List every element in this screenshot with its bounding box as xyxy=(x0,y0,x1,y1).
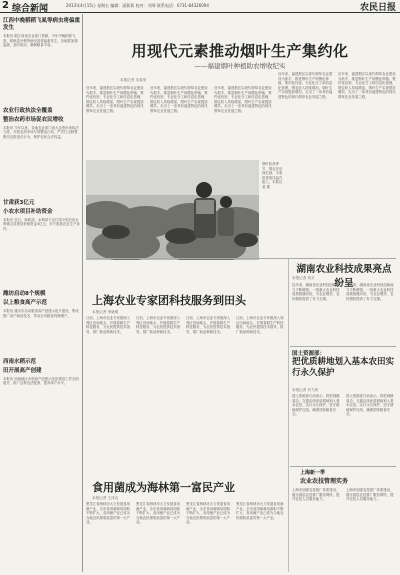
story5-text-col-1: 国土资源部日前表示，将把城镇周边、交通沿线优质耕地划入基本农田，实行永久保护，坚守耕地保护红线，确保国家粮食安全。 xyxy=(292,394,340,417)
left-article-subhead: 以上粮食高产示范 xyxy=(3,300,48,307)
story5-headline: 把优质耕地划入基本农田实行永久保护 xyxy=(292,357,395,378)
left-article-5 xyxy=(3,359,80,386)
left-article-subhead: 小农水项目补助资金 xyxy=(3,208,53,215)
left-article-text: 本报讯 据江西省农业部门预测，今年中晚稻稻飞虱、稻纵卷叶螟等病虫害将偏重发生，各地要加强监测，及时防治，确保粮食丰收。 xyxy=(3,34,78,48)
left-article-text: 本报讯 今年以来，各地农业部门加大农资市场执法力度，开展农药市场专项整治行动，严厉打击制售假劣农资违法行为，保护农民合法权益。 xyxy=(3,125,79,139)
left-article-3 xyxy=(3,200,80,232)
left-article-4 xyxy=(3,291,80,318)
story5-byline: 本报记者 肖力伟 xyxy=(292,388,319,392)
left-article-headline: 江西中晚稻稻飞虱等病虫将偏重发生 xyxy=(3,18,81,31)
left-article-subhead: 整治农药市场促农民增收 xyxy=(3,116,64,123)
left-article-text: 本报讯 近日，财政部、水利部下达甘肃小型农田水利重点县建设补助资金3亿元，用于改善农业生产条件。 xyxy=(3,217,80,231)
story2-text-col-3: 日前，上海市农业专家团深入郊区田间地头，开展春耕生产科技服务，为农民提供技术指导，推广新品种新技术。 xyxy=(186,316,231,334)
lead-text-col-3: 近年来，福建烟区以现代烟草农业建设为抓手，推进烟叶生产规模化种植、集约化经营、专业化分工和信息化管理，烟农收入持续增加，烟叶生产实现提质增效，走出了一条具有福建特色的现代烟草农业发展之路。 xyxy=(214,86,272,113)
newspaper-name: 农民日报 xyxy=(359,3,396,13)
section-divider xyxy=(86,258,396,259)
story5-headline-block xyxy=(292,349,396,379)
lead-subhead: ——福建烟叶种植助农增收纪实 xyxy=(194,62,286,70)
story6-text-col-1: 上海市加强农技推广体系建设，健全基层农技推广服务网络，提升农技人员服务能力。 xyxy=(292,488,340,502)
lead-text-col-1: 近年来，福建烟区以现代烟草农业建设为抓手，推进烟叶生产规模化种植、集约化经营、专业化分工和信息化管理，烟农收入持续增加，烟叶生产实现提质增效，走出了一条具有福建特色的现代烟草农业发展之路。 xyxy=(86,86,144,113)
story2-text-col-2: 日前，上海市农业专家团深入郊区田间地头，开展春耕生产科技服务，为农民提供技术指导，推广新品种新技术。 xyxy=(136,316,181,334)
left-article-text: 本报讯 西南地区水稻高产创建示范田建设工作全面展开，推广良种良法配套，提高单产水平。 xyxy=(3,376,79,386)
story6-text-col-2: 上海市加强农技推广体系建设，健全基层农技推广服务网络，提升农技人员服务能力。 xyxy=(346,488,394,502)
left-article-subhead: 田开展高产创建 xyxy=(3,367,42,374)
left-article-headline: 农业行政执法全覆盖 xyxy=(3,107,53,114)
left-article-text: 本报讯 潍坊市启动粮食高产创建示范片建设，集成推广高产栽培技术，带动全市粮食均衡增产。 xyxy=(3,309,79,318)
left-article-headline: 西南水稻示范 xyxy=(3,358,37,365)
story5-kicker: 国土资源部： xyxy=(292,351,326,357)
left-article-headline: 甘肃获3亿元 xyxy=(3,199,35,206)
lead-photo xyxy=(86,160,259,260)
story5-text-col-2: 国土资源部日前表示，将把城镇周边、交通沿线优质耕地划入基本农田，实行永久保护，坚守耕地保护红线，确保国家粮食安全。 xyxy=(346,394,394,417)
lead-text-col-4: 近年来，福建烟区以现代烟草农业建设为抓手，推进烟叶生产规模化种植、集约化经营、专业化分工和信息化管理，烟农收入持续增加，烟叶生产实现提质增效，走出了一条具有福建特色的现代烟草农业发展之路。 xyxy=(278,72,333,99)
masthead xyxy=(0,0,400,13)
story2-text-col-4: 日前，上海市农业专家团深入郊区田间地头，开展春耕生产科技服务，为农民提供技术指导，推广新品种新技术。 xyxy=(236,316,284,334)
story3-byline: 本报记者 王泽农 xyxy=(92,496,119,500)
section-title: 综合新闻 xyxy=(12,4,49,14)
story6-headline: 农业农技管理实务 xyxy=(300,478,349,485)
right-column-divider xyxy=(288,258,289,572)
story4-text-col-2: 近年来，湖南省农业科技创新能力不断增强，一批重大农业科技成果相继问世，为农业增效、农民增收提供了有力支撑。 xyxy=(346,283,394,301)
story3-headline: 食用菌成为海林第一富民产业 xyxy=(92,481,235,494)
story2-headline: 上海农业专家团科技服务到田头 xyxy=(92,294,246,307)
story3-text-col-2: 黑龙江省海林市大力发展食用菌产业，全市食用菌栽培面积不断扩大，食用菌产业已成为当地农民增收致富的第一大产业。 xyxy=(136,502,181,525)
story2-byline: 本报记者 李晓明 xyxy=(92,310,119,314)
right-divider xyxy=(290,346,396,347)
header-info: 2013年4月15日 星期五 编辑：邱莉莉 校对：刘琴 联系电话：0731-84326094 xyxy=(66,3,209,8)
story3-text-col-4: 黑龙江省海林市大力发展食用菌产业，全市食用菌栽培面积不断扩大，食用菌产业已成为当地农民增收致富的第一大产业。 xyxy=(236,502,284,520)
lead-text-col-5: 近年来，福建烟区以现代烟草农业建设为抓手，推进烟叶生产规模化种植、集约化经营、专业化分工和信息化管理，烟农收入持续增加，烟叶生产实现提质增效，走出了一条具有福建特色的现代烟草农业发展之路。 xyxy=(338,72,396,99)
story4-byline: 本报记者 刘万 xyxy=(292,276,315,280)
page-number: 2 xyxy=(2,0,9,11)
left-column xyxy=(3,14,80,572)
story2-text-col-1: 日前，上海市农业专家团深入郊区田间地头，开展春耕生产科技服务，为农民提供技术指导，推广新品种新技术。 xyxy=(86,316,131,334)
story3-text-col-3: 黑龙江省海林市大力发展食用菌产业，全市食用菌栽培面积不断扩大，食用菌产业已成为当地农民增收致富的第一大产业。 xyxy=(186,502,231,525)
left-article-headline: 潍坊启动8个规模 xyxy=(3,291,46,298)
column-divider xyxy=(82,14,83,572)
left-article-2 xyxy=(3,108,80,140)
story6-kicker: 上海新一季 xyxy=(300,470,326,476)
lead-text-col-2: 近年来，福建烟区以现代烟草农业建设为抓手，推进烟叶生产规模化种植、集约化经营、专业化分工和信息化管理，烟农收入持续增加，烟叶生产实现提质增效，走出了一条具有福建特色的现代烟草农业发展之路。 xyxy=(150,86,208,113)
left-article-1 xyxy=(3,18,80,48)
story4-text-col-1: 近年来，湖南省农业科技创新能力不断增强，一批重大农业科技成果相继问世，为农业增效、农民增收提供了有力支撑。 xyxy=(292,283,340,301)
story4-headline: 湖南农业科技成果亮点纷呈 xyxy=(296,264,392,289)
right-divider xyxy=(290,466,396,467)
lead-headline: 用现代元素推动烟叶生产集约化 xyxy=(131,42,349,60)
photo-caption: 烟叶收获季节，烟农在田间忙碌，丰收的喜悦洋溢在脸上。本报记者 摄 xyxy=(262,162,283,189)
lead-byline: 本报记者 吴春荣 xyxy=(120,78,147,82)
story3-text-col-1: 黑龙江省海林市大力发展食用菌产业，全市食用菌栽培面积不断扩大，食用菌产业已成为当地农民增收致富的第一大产业。 xyxy=(86,502,131,525)
